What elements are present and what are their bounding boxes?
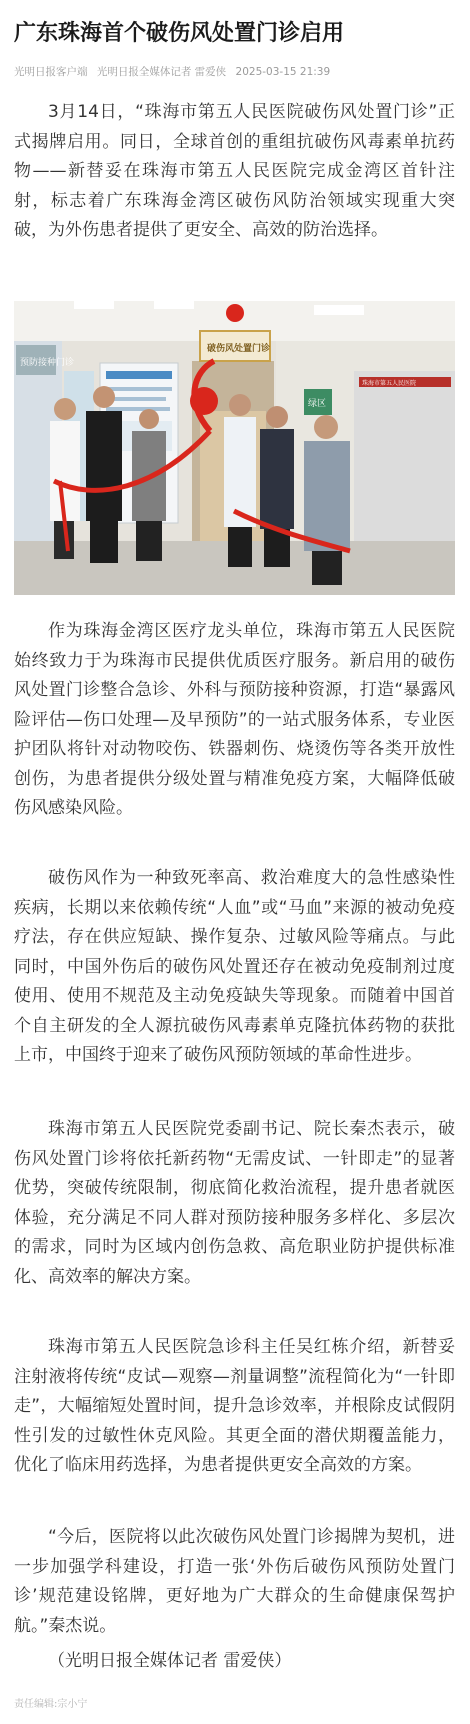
article-meta [14, 64, 454, 80]
article-paragraph-5: 珠海市第五人民医院急诊科主任吴红栋介绍，新替妥注射液将传统“皮试—观察—剂量调整”流程简化为“一针即走”，大幅缩短处置时间，提升急诊效率，并根除皮试假阴性引发的过敏性休克风险。其更全面的潜伏期覆盖能力，优化了临床用药选择，为患者提供更安全高效的方案。 [14, 1337, 455, 1475]
editor-credit: 责任编辑:宗小宁 [14, 1699, 88, 1710]
article-byline: （光明日报全媒体记者 雷爱侠） [48, 1651, 292, 1671]
article-paragraph-4: 珠海市第五人民医院党委副书记、院长秦杰表示，破伤风处置门诊将依托新药物“无需皮试、一针即走”的显著优势，突破传统限制，彻底简化救治流程，提升患者就医体验，充分满足不同人群对预防接种服务多样化、多层次的需求，同时为区域内创伤急救、高危职业防护提供标准化、高效率的解决方案。 [14, 1119, 455, 1287]
ceremony-photo [14, 301, 455, 595]
article-title: 广东珠海首个破伤风处置门诊启用 [14, 21, 345, 46]
article-paragraph-6: “今后，医院将以此次破伤风处置门诊揭牌为契机，进一步加强学科建设，打造一张‘外伤后破伤风预防处置门诊’规范建设铭牌，更好地为广大群众的生命健康保驾护航。”秦杰说。 [14, 1527, 455, 1636]
article-datetime: 2025-03-15 21:39 [235, 66, 331, 78]
photo-far-sign: 珠海市第五人民医院 [362, 380, 417, 387]
article-paragraph-2: 作为珠海金湾区医疗龙头单位，珠海市第五人民医院始终致力于为珠海市民提供优质医疗服务。新启用的破伤风处置门诊整合急诊、外科与预防接种资源，打造“暴露风险评估—伤口处理—及早预防”的一站式服务体系，专业医护团队将针对动物咬伤、铁器刺伤、烧烫伤等各类开放性创伤，为患者提供分级处置与精准免疫方案，大幅降低破伤风感染风险。 [14, 621, 455, 818]
photo-plaque-text: 破伤风处置门诊 [207, 344, 271, 354]
article-paragraph-1: 3月14日，“珠海市第五人民医院破伤风处置门诊”正式揭牌启用。同日，全球首创的重组抗破伤风毒素单抗药物——新替妥在珠海市第五人民医院完成金湾区首针注射，标志着广东珠海金湾区破伤风防治领域实现重大突破，为外伤患者提供了更安全、高效的防治选择。 [14, 102, 455, 240]
photo-left-sign: 预防接种门诊 [20, 358, 75, 368]
photo-right-sign: 绿区 [308, 399, 327, 409]
article-source: 光明日报客户端 [14, 66, 88, 78]
article-author-line: 光明日报全媒体记者 雷爱侠 [96, 66, 227, 78]
article-paragraph-3: 破伤风作为一种致死率高、救治难度大的急性感染性疾病，长期以来依赖传统“人血”或“马血”来源的被动免疫疗法，存在供应短缺、操作复杂、过敏风险等痛点。与此同时，中国外伤后的破伤风处置还存在被动免疫制剂过度使用、使用不规范及主动免疫缺失等现象。而随着中国首个自主研发的全人源抗破伤风毒素单克隆抗体药物的获批上市，中国终于迎来了破伤风预防领域的革命性进步。 [14, 868, 455, 1065]
